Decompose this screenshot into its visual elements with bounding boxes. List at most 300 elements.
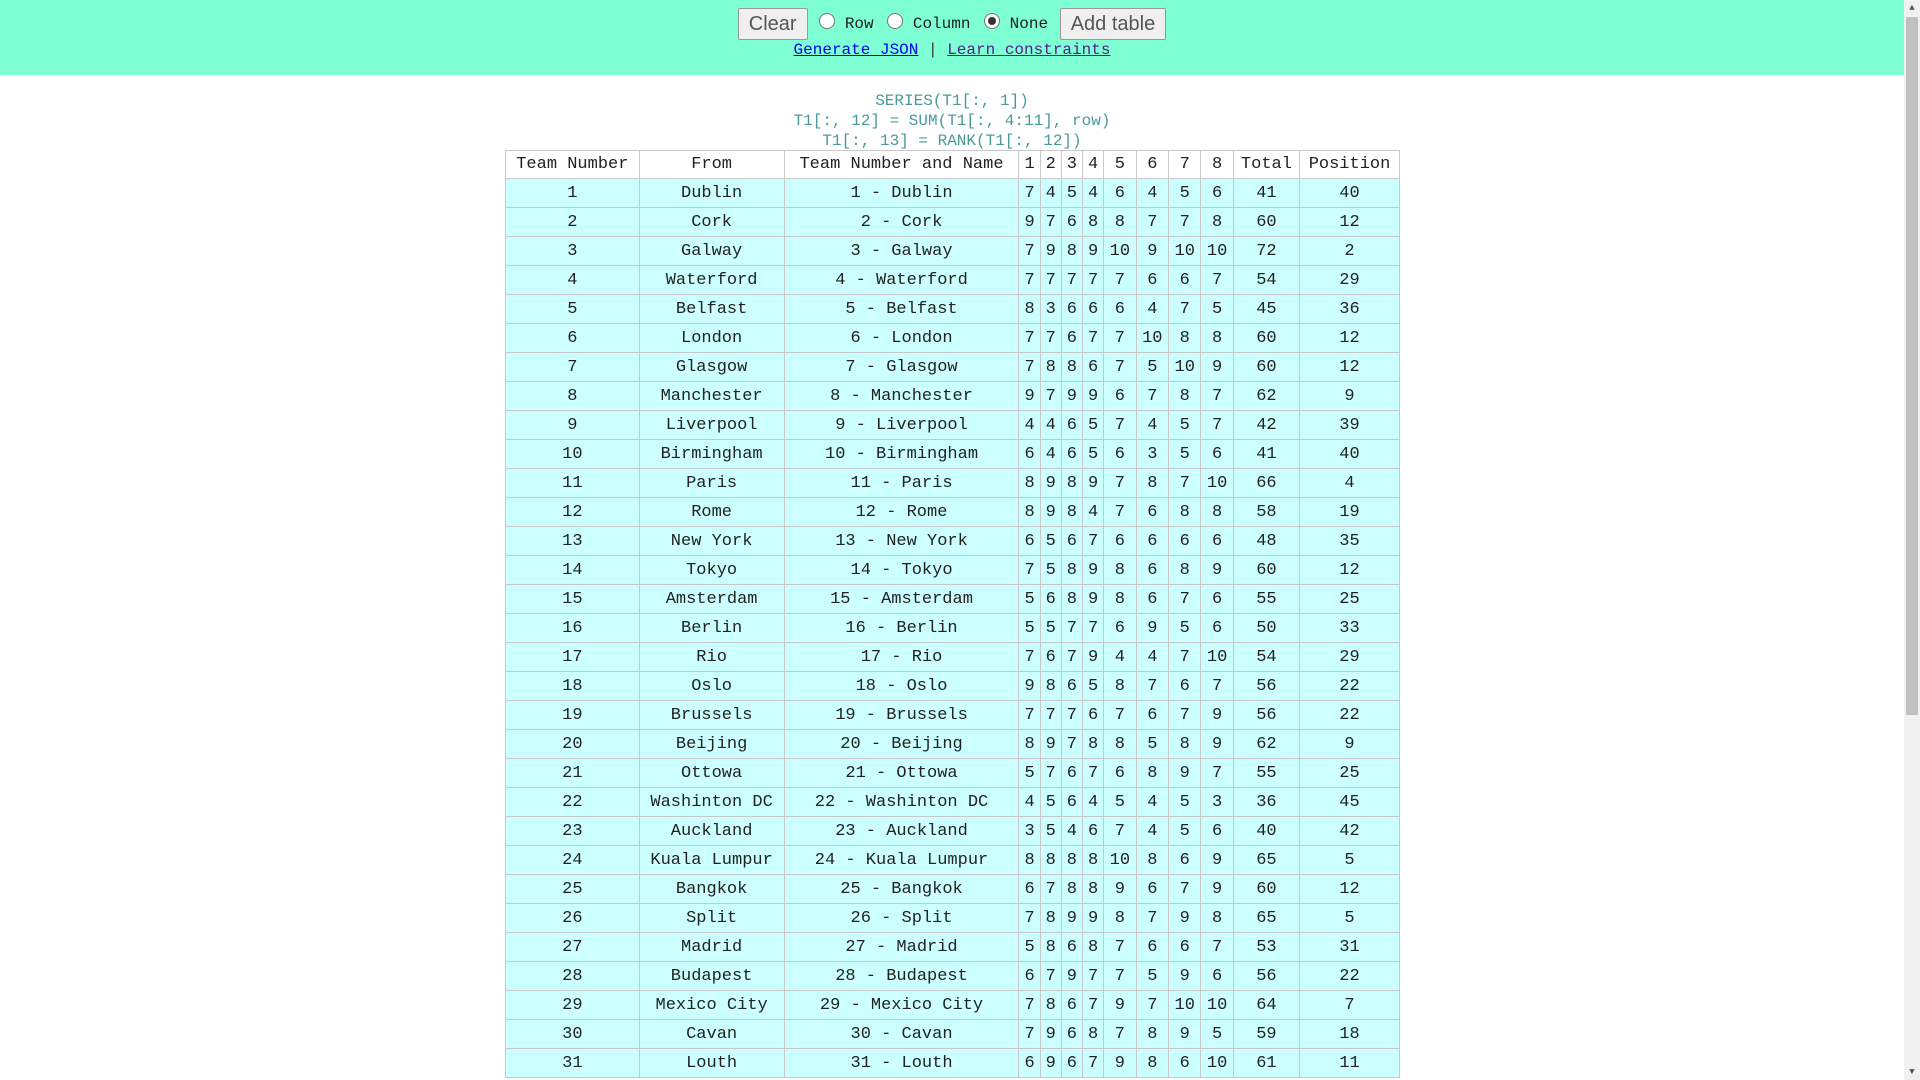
table-cell[interactable]: 11	[506, 469, 640, 498]
table-cell[interactable]: 6	[1104, 440, 1136, 469]
table-cell[interactable]: Paris	[639, 469, 784, 498]
table-cell[interactable]: 7	[1082, 266, 1103, 295]
table-cell[interactable]: 4	[506, 266, 640, 295]
table-cell[interactable]: 7	[1169, 585, 1201, 614]
table-cell[interactable]: 8	[1061, 585, 1082, 614]
table-cell[interactable]: 7	[1104, 701, 1136, 730]
table-cell[interactable]: 7	[1040, 759, 1061, 788]
table-cell[interactable]: 7	[1082, 962, 1103, 991]
table-cell[interactable]: 8	[1061, 846, 1082, 875]
table-cell[interactable]: 8	[1104, 672, 1136, 701]
table-cell[interactable]: 62	[1233, 382, 1299, 411]
table-cell[interactable]: 6	[1061, 933, 1082, 962]
table-cell[interactable]: 9 - Liverpool	[784, 411, 1019, 440]
table-cell[interactable]: 9	[1169, 1020, 1201, 1049]
table-cell[interactable]: 7	[1040, 208, 1061, 237]
table-cell[interactable]: 48	[1233, 527, 1299, 556]
table-cell[interactable]: 7	[1104, 266, 1136, 295]
radio-row-input[interactable]	[819, 13, 835, 29]
table-cell[interactable]: London	[639, 324, 784, 353]
table-cell[interactable]: 9	[1082, 643, 1103, 672]
table-cell[interactable]: 8	[1040, 904, 1061, 933]
table-cell[interactable]: 42	[1233, 411, 1299, 440]
table-cell[interactable]: 22	[1300, 962, 1400, 991]
table-cell[interactable]: Brussels	[639, 701, 784, 730]
table-cell[interactable]: 23	[506, 817, 640, 846]
table-cell[interactable]: 25 - Bangkok	[784, 875, 1019, 904]
table-cell[interactable]: 8	[1104, 730, 1136, 759]
table-cell[interactable]: 5	[1040, 556, 1061, 585]
table-cell[interactable]: 8	[1082, 208, 1103, 237]
table-cell[interactable]: 7	[1040, 266, 1061, 295]
table-cell[interactable]: 7	[1082, 1049, 1103, 1078]
table-cell[interactable]: Louth	[639, 1049, 784, 1078]
table-cell[interactable]: 8	[1104, 585, 1136, 614]
table-cell[interactable]: 9	[1019, 208, 1040, 237]
table-cell[interactable]: 7	[1061, 266, 1082, 295]
table-cell[interactable]: 7	[1201, 266, 1233, 295]
table-cell[interactable]: 5	[1082, 440, 1103, 469]
table-cell[interactable]: 6	[1201, 817, 1233, 846]
table-cell[interactable]: 7	[1019, 643, 1040, 672]
table-cell[interactable]: 10	[1201, 643, 1233, 672]
table-cell[interactable]: 9	[1040, 469, 1061, 498]
table-cell[interactable]: 18 - Oslo	[784, 672, 1019, 701]
table-cell[interactable]: 6	[1061, 788, 1082, 817]
table-cell[interactable]: 1	[506, 179, 640, 208]
table-cell[interactable]: 7	[1201, 759, 1233, 788]
table-cell[interactable]: 2	[506, 208, 640, 237]
table-cell[interactable]: 6	[1201, 585, 1233, 614]
table-cell[interactable]: 39	[1300, 411, 1400, 440]
table-cell[interactable]: 24	[506, 846, 640, 875]
table-cell[interactable]: 36	[1300, 295, 1400, 324]
table-cell[interactable]: 7	[1169, 469, 1201, 498]
table-cell[interactable]: 14	[506, 556, 640, 585]
table-cell[interactable]: 5	[1040, 817, 1061, 846]
table-cell[interactable]: 6	[1136, 527, 1168, 556]
table-cell[interactable]: 7	[1082, 991, 1103, 1020]
table-cell[interactable]: 6	[1169, 1049, 1201, 1078]
table-cell[interactable]: 61	[1233, 1049, 1299, 1078]
table-cell[interactable]: 19	[506, 701, 640, 730]
table-cell[interactable]: 13 - New York	[784, 527, 1019, 556]
table-cell[interactable]: 7	[1136, 382, 1168, 411]
table-cell[interactable]: 8	[1136, 469, 1168, 498]
table-cell[interactable]: 30	[506, 1020, 640, 1049]
table-cell[interactable]: 7	[1201, 933, 1233, 962]
table-cell[interactable]: 7	[1104, 324, 1136, 353]
table-cell[interactable]: 6	[1019, 440, 1040, 469]
table-cell[interactable]: 10	[1136, 324, 1168, 353]
table-cell[interactable]: 42	[1300, 817, 1400, 846]
table-cell[interactable]: 26 - Split	[784, 904, 1019, 933]
table-cell[interactable]: 19 - Brussels	[784, 701, 1019, 730]
table-cell[interactable]: Waterford	[639, 266, 784, 295]
table-cell[interactable]: Rome	[639, 498, 784, 527]
table-cell[interactable]: 5	[1019, 585, 1040, 614]
table-cell[interactable]: 5	[1019, 933, 1040, 962]
table-cell[interactable]: 6	[1061, 1049, 1082, 1078]
table-cell[interactable]: 7	[1019, 1020, 1040, 1049]
table-cell[interactable]: 9	[1040, 237, 1061, 266]
table-cell[interactable]: 7	[1104, 411, 1136, 440]
table-cell[interactable]: 21	[506, 759, 640, 788]
table-cell[interactable]: 8 - Manchester	[784, 382, 1019, 411]
table-cell[interactable]: 7	[1061, 614, 1082, 643]
table-cell[interactable]: 8	[1019, 846, 1040, 875]
table-cell[interactable]: 9	[1300, 382, 1400, 411]
learn-constraints-link[interactable]: Learn constraints	[947, 41, 1111, 59]
table-cell[interactable]: 9	[1201, 353, 1233, 382]
table-cell[interactable]: 7	[1169, 701, 1201, 730]
radio-none-input[interactable]	[984, 13, 1000, 29]
table-cell[interactable]: 4	[1136, 643, 1168, 672]
table-cell[interactable]: 62	[1233, 730, 1299, 759]
table-cell[interactable]: 7	[1104, 469, 1136, 498]
table-cell[interactable]: 55	[1233, 759, 1299, 788]
radio-none-label[interactable]: None	[1009, 14, 1049, 33]
table-cell[interactable]: 21 - Ottowa	[784, 759, 1019, 788]
table-cell[interactable]: 5	[1300, 904, 1400, 933]
table-cell[interactable]: 7 - Glasgow	[784, 353, 1019, 382]
table-cell[interactable]: 6	[1061, 991, 1082, 1020]
table-cell[interactable]: 8	[1040, 933, 1061, 962]
table-cell[interactable]: Cork	[639, 208, 784, 237]
table-cell[interactable]: 6	[1201, 440, 1233, 469]
table-cell[interactable]: 8	[1104, 556, 1136, 585]
table-cell[interactable]: 12	[1300, 556, 1400, 585]
table-cell[interactable]: 6	[1061, 440, 1082, 469]
table-cell[interactable]: Split	[639, 904, 784, 933]
table-cell[interactable]: 6	[1104, 295, 1136, 324]
table-cell[interactable]: 4	[1040, 440, 1061, 469]
table-cell[interactable]: 6	[1061, 527, 1082, 556]
table-cell[interactable]: Bangkok	[639, 875, 784, 904]
table-cell[interactable]: 8	[1169, 730, 1201, 759]
table-cell[interactable]: 35	[1300, 527, 1400, 556]
table-cell[interactable]: 6	[1040, 585, 1061, 614]
table-cell[interactable]: 6	[1061, 1020, 1082, 1049]
table-cell[interactable]: 9	[1201, 846, 1233, 875]
table-cell[interactable]: 33	[1300, 614, 1400, 643]
table-cell[interactable]: 5	[1040, 527, 1061, 556]
table-cell[interactable]: 4 - Waterford	[784, 266, 1019, 295]
table-cell[interactable]: 7	[1201, 672, 1233, 701]
table-cell[interactable]: 12	[1300, 208, 1400, 237]
table-cell[interactable]: 16 - Berlin	[784, 614, 1019, 643]
table-cell[interactable]: 17	[506, 643, 640, 672]
table-cell[interactable]: 8	[1040, 846, 1061, 875]
radio-column-label[interactable]: Column	[912, 14, 971, 33]
table-cell[interactable]: 16	[506, 614, 640, 643]
table-cell[interactable]: New York	[639, 527, 784, 556]
table-cell[interactable]: 27 - Madrid	[784, 933, 1019, 962]
table-cell[interactable]: 8	[1061, 469, 1082, 498]
table-cell[interactable]: 6	[1061, 295, 1082, 324]
table-cell[interactable]: 6	[1201, 179, 1233, 208]
table-cell[interactable]: 4	[1040, 411, 1061, 440]
table-cell[interactable]: 10	[1104, 846, 1136, 875]
table-cell[interactable]: 8	[1169, 556, 1201, 585]
table-cell[interactable]: 4	[1082, 179, 1103, 208]
radio-none[interactable]	[984, 15, 1048, 33]
table-cell[interactable]: 6	[1136, 585, 1168, 614]
table-cell[interactable]: 31 - Louth	[784, 1049, 1019, 1078]
add-table-button[interactable]: Add table	[1060, 8, 1167, 40]
table-cell[interactable]: Galway	[639, 237, 784, 266]
table-cell[interactable]: 28 - Budapest	[784, 962, 1019, 991]
table-cell[interactable]: 9	[1019, 672, 1040, 701]
table-cell[interactable]: 5	[1201, 295, 1233, 324]
table-cell[interactable]: 8	[1019, 295, 1040, 324]
table-cell[interactable]: 23 - Auckland	[784, 817, 1019, 846]
table-cell[interactable]: 7	[1169, 208, 1201, 237]
table-cell[interactable]: 20	[506, 730, 640, 759]
table-cell[interactable]: 9	[1136, 614, 1168, 643]
table-cell[interactable]: 45	[1300, 788, 1400, 817]
table-cell[interactable]: 12	[1300, 875, 1400, 904]
table-cell[interactable]: 8	[1019, 730, 1040, 759]
table-cell[interactable]: 7	[1104, 353, 1136, 382]
table-cell[interactable]: 6	[1169, 846, 1201, 875]
table-cell[interactable]: 2 - Cork	[784, 208, 1019, 237]
table-cell[interactable]: 9	[1082, 556, 1103, 585]
table-cell[interactable]: 7	[1169, 295, 1201, 324]
table-cell[interactable]: 7	[1082, 527, 1103, 556]
table-cell[interactable]: 6	[1136, 933, 1168, 962]
table-cell[interactable]: 8	[1136, 846, 1168, 875]
generate-json-link[interactable]: Generate JSON	[793, 41, 919, 59]
table-cell[interactable]: 7	[1169, 875, 1201, 904]
table-cell[interactable]: 6	[1061, 324, 1082, 353]
table-cell[interactable]: 9	[1201, 556, 1233, 585]
table-cell[interactable]: Madrid	[639, 933, 784, 962]
table-cell[interactable]: 6	[1201, 527, 1233, 556]
table-cell[interactable]: 4	[1300, 469, 1400, 498]
table-cell[interactable]: 6	[1040, 643, 1061, 672]
table-cell[interactable]: 25	[506, 875, 640, 904]
table-cell[interactable]: 7	[1136, 904, 1168, 933]
table-cell[interactable]: 55	[1233, 585, 1299, 614]
table-cell[interactable]: 66	[1233, 469, 1299, 498]
table-cell[interactable]: 9	[1082, 904, 1103, 933]
table-cell[interactable]: 7	[1061, 730, 1082, 759]
table-cell[interactable]: 5	[1169, 817, 1201, 846]
table-cell[interactable]: Oslo	[639, 672, 784, 701]
table-cell[interactable]: 6	[1082, 295, 1103, 324]
table-cell[interactable]: 5	[1169, 179, 1201, 208]
table-cell[interactable]: 7	[1040, 962, 1061, 991]
table-cell[interactable]: 7	[1019, 701, 1040, 730]
table-cell[interactable]: 7	[1136, 991, 1168, 1020]
table-cell[interactable]: 5	[1169, 788, 1201, 817]
table-cell[interactable]: 5	[1201, 1020, 1233, 1049]
table-cell[interactable]: 9	[1061, 382, 1082, 411]
table-cell[interactable]: 6	[1136, 875, 1168, 904]
table-cell[interactable]: 6	[1169, 527, 1201, 556]
table-cell[interactable]: 9	[506, 411, 640, 440]
table-cell[interactable]: 19	[1300, 498, 1400, 527]
table-cell[interactable]: Tokyo	[639, 556, 784, 585]
table-cell[interactable]: 40	[1300, 440, 1400, 469]
table-cell[interactable]: 10	[1104, 237, 1136, 266]
table-cell[interactable]: 3 - Galway	[784, 237, 1019, 266]
table-cell[interactable]: 5	[1019, 759, 1040, 788]
table-cell[interactable]: 10	[1201, 991, 1233, 1020]
table-cell[interactable]: 3	[506, 237, 640, 266]
table-cell[interactable]: 41	[1233, 440, 1299, 469]
table-cell[interactable]: 29	[506, 991, 640, 1020]
table-cell[interactable]: 18	[506, 672, 640, 701]
table-cell[interactable]: 56	[1233, 672, 1299, 701]
table-cell[interactable]: 6	[506, 324, 640, 353]
table-cell[interactable]: 18	[1300, 1020, 1400, 1049]
table-cell[interactable]: Manchester	[639, 382, 784, 411]
table-cell[interactable]: 5	[1136, 962, 1168, 991]
table-cell[interactable]: 4	[1104, 643, 1136, 672]
table-cell[interactable]: 9	[1169, 962, 1201, 991]
table-cell[interactable]: 7	[1169, 643, 1201, 672]
table-cell[interactable]: 72	[1233, 237, 1299, 266]
table-cell[interactable]: 8	[1082, 875, 1103, 904]
table-cell[interactable]: 8	[1169, 382, 1201, 411]
table-cell[interactable]: 12	[1300, 324, 1400, 353]
table-cell[interactable]: 22	[1300, 672, 1400, 701]
table-cell[interactable]: 8	[1136, 759, 1168, 788]
table-cell[interactable]: 6	[1061, 759, 1082, 788]
table-cell[interactable]: 22 - Washinton DC	[784, 788, 1019, 817]
table-cell[interactable]: 9	[1104, 1049, 1136, 1078]
table-cell[interactable]: 5 - Belfast	[784, 295, 1019, 324]
table-cell[interactable]: 6	[1169, 933, 1201, 962]
table-cell[interactable]: 9	[1061, 962, 1082, 991]
table-cell[interactable]: 7	[1019, 324, 1040, 353]
table-cell[interactable]: 6	[1104, 527, 1136, 556]
table-cell[interactable]: 8	[1061, 237, 1082, 266]
table-cell[interactable]: 7	[1300, 991, 1400, 1020]
table-cell[interactable]: 7	[1104, 962, 1136, 991]
table-cell[interactable]: 60	[1233, 875, 1299, 904]
table-cell[interactable]: 5	[1169, 614, 1201, 643]
table-cell[interactable]: 7	[1104, 933, 1136, 962]
vertical-scrollbar[interactable]	[1904, 0, 1920, 1080]
table-cell[interactable]: 10	[1169, 237, 1201, 266]
radio-row[interactable]	[819, 15, 873, 33]
table-cell[interactable]: 41	[1233, 179, 1299, 208]
table-cell[interactable]: 4	[1019, 788, 1040, 817]
table-cell[interactable]: 20 - Beijing	[784, 730, 1019, 759]
table-cell[interactable]: 7	[1082, 324, 1103, 353]
table-cell[interactable]: Rio	[639, 643, 784, 672]
table-cell[interactable]: 24 - Kuala Lumpur	[784, 846, 1019, 875]
table-cell[interactable]: 8	[1061, 498, 1082, 527]
table-cell[interactable]: 12	[1300, 353, 1400, 382]
table-cell[interactable]: 8	[1136, 1049, 1168, 1078]
table-cell[interactable]: 4	[1136, 295, 1168, 324]
table-cell[interactable]: 9	[1136, 237, 1168, 266]
table-cell[interactable]: 9	[1061, 904, 1082, 933]
table-cell[interactable]: 8	[1082, 730, 1103, 759]
table-cell[interactable]: 9	[1169, 759, 1201, 788]
table-cell[interactable]: 6	[1019, 962, 1040, 991]
table-cell[interactable]: 15	[506, 585, 640, 614]
table-cell[interactable]: 60	[1233, 556, 1299, 585]
table-cell[interactable]: 6	[1061, 208, 1082, 237]
table-cell[interactable]: 9	[1082, 469, 1103, 498]
table-cell[interactable]: 8	[1061, 875, 1082, 904]
table-cell[interactable]: 50	[1233, 614, 1299, 643]
table-cell[interactable]: 6	[1136, 266, 1168, 295]
table-cell[interactable]: Amsterdam	[639, 585, 784, 614]
table-cell[interactable]: 25	[1300, 585, 1400, 614]
table-cell[interactable]: Liverpool	[639, 411, 784, 440]
table-cell[interactable]: Glasgow	[639, 353, 784, 382]
table-cell[interactable]: 3	[1040, 295, 1061, 324]
table-cell[interactable]: 7	[1061, 643, 1082, 672]
table-cell[interactable]: 8	[1201, 498, 1233, 527]
table-cell[interactable]: 6	[1136, 556, 1168, 585]
table-cell[interactable]: 6	[1104, 614, 1136, 643]
table-cell[interactable]: 8	[1169, 324, 1201, 353]
table-cell[interactable]: 9	[1082, 237, 1103, 266]
table-cell[interactable]: 8	[506, 382, 640, 411]
table-cell[interactable]: 8	[1201, 324, 1233, 353]
table-cell[interactable]: 7	[1019, 904, 1040, 933]
table-cell[interactable]: 8	[1201, 208, 1233, 237]
table-cell[interactable]: 8	[1040, 991, 1061, 1020]
table-cell[interactable]: 7	[1082, 759, 1103, 788]
table-cell[interactable]: Dublin	[639, 179, 784, 208]
table-cell[interactable]: 9	[1104, 991, 1136, 1020]
table-cell[interactable]: 7	[1136, 672, 1168, 701]
table-cell[interactable]: 7	[1136, 208, 1168, 237]
table-cell[interactable]: Kuala Lumpur	[639, 846, 784, 875]
table-cell[interactable]: 9	[1300, 730, 1400, 759]
table-cell[interactable]: 5	[1082, 411, 1103, 440]
table-cell[interactable]: 8	[1082, 933, 1103, 962]
table-cell[interactable]: 3	[1136, 440, 1168, 469]
table-cell[interactable]: 5	[1019, 614, 1040, 643]
table-cell[interactable]: 6	[1061, 411, 1082, 440]
table-cell[interactable]: 8	[1061, 353, 1082, 382]
table-cell[interactable]: 5	[1082, 672, 1103, 701]
table-cell[interactable]: 8	[1019, 469, 1040, 498]
table-cell[interactable]: 7	[1040, 875, 1061, 904]
radio-column-input[interactable]	[887, 13, 903, 29]
table-cell[interactable]: 4	[1061, 817, 1082, 846]
table-cell[interactable]: 60	[1233, 208, 1299, 237]
table-cell[interactable]: 6 - London	[784, 324, 1019, 353]
table-cell[interactable]: 7	[1040, 382, 1061, 411]
table-cell[interactable]: 6	[1082, 353, 1103, 382]
table-cell[interactable]: 6	[1136, 498, 1168, 527]
table-cell[interactable]: 10	[1169, 991, 1201, 1020]
table-cell[interactable]: 26	[506, 904, 640, 933]
table-cell[interactable]: 8	[1201, 904, 1233, 933]
table-cell[interactable]: 40	[1300, 179, 1400, 208]
table-cell[interactable]: 60	[1233, 353, 1299, 382]
table-cell[interactable]: 6	[1201, 614, 1233, 643]
table-cell[interactable]: 29	[1300, 643, 1400, 672]
table-cell[interactable]: 4	[1082, 498, 1103, 527]
table-cell[interactable]: 12	[506, 498, 640, 527]
table-cell[interactable]: 12 - Rome	[784, 498, 1019, 527]
table-cell[interactable]: 5	[1136, 353, 1168, 382]
table-cell[interactable]: 8	[1169, 498, 1201, 527]
table-cell[interactable]: 64	[1233, 991, 1299, 1020]
table-cell[interactable]: 59	[1233, 1020, 1299, 1049]
